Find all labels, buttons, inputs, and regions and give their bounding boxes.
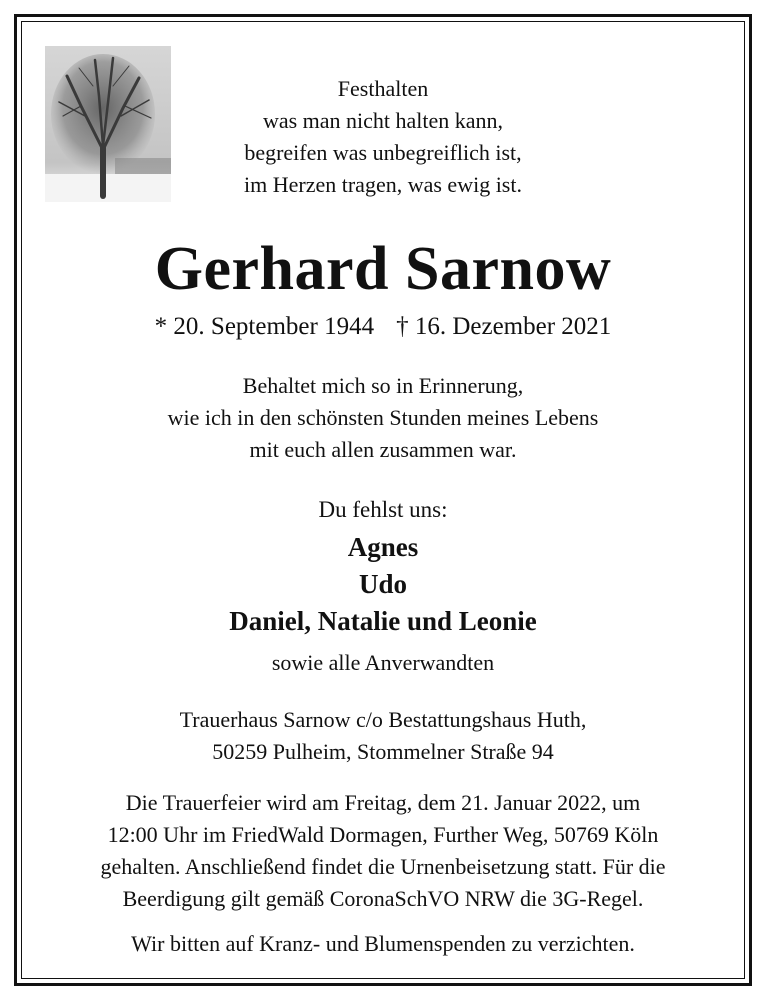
poem-line: Festhalten	[337, 76, 429, 101]
memorial-verse	[0, 370, 766, 466]
flower-request: Wir bitten auf Kranz- und Blumenspenden zu verzichten.	[131, 931, 635, 956]
verse-line: wie ich in den schönsten Stunden meines Lebens	[167, 405, 599, 430]
mourner-name: Agnes	[347, 532, 419, 562]
address-line: Trauerhaus Sarnow c/o Bestattungshaus Huth,	[179, 707, 587, 732]
ceremony-line: Beerdigung gilt gemäß CoronaSchVO NRW die 3G-Regel.	[122, 886, 644, 911]
verse-line: Behaltet mich so in Erinnerung,	[242, 373, 524, 398]
poem-line: im Herzen tragen, was ewig ist.	[244, 172, 522, 197]
funeral-home-address	[0, 704, 766, 768]
death-date: † 16. Dezember 2021	[396, 313, 612, 340]
ceremony-line: Die Trauerfeier wird am Freitag, dem 21. Januar 2022, um	[125, 790, 641, 815]
mourners-names	[0, 529, 766, 640]
deceased-name: Gerhard Sarnow	[154, 235, 612, 303]
mourner-name: Daniel, Natalie und Leonie	[229, 606, 537, 636]
poem-line: was man nicht halten kann,	[262, 108, 504, 133]
relatives-line: sowie alle Anverwandten	[271, 650, 495, 675]
life-dates	[0, 310, 766, 344]
poem	[0, 73, 766, 201]
ceremony-line: 12:00 Uhr im FriedWald Dormagen, Further Weg, 50769 Köln	[107, 822, 659, 847]
poem-line: begreifen was unbegreiflich ist,	[244, 140, 522, 165]
mourner-name: Udo	[358, 569, 407, 599]
address-line: 50259 Pulheim, Stommelner Straße 94	[212, 739, 554, 764]
ceremony-line: gehalten. Anschließend findet die Urnenbeisetzung statt. Für die	[100, 854, 666, 879]
birth-date: * 20. September 1944	[154, 313, 375, 340]
mourners-intro: Du fehlst uns:	[318, 497, 448, 522]
ceremony-info	[0, 787, 766, 915]
verse-line: mit euch allen zusammen war.	[249, 437, 517, 462]
